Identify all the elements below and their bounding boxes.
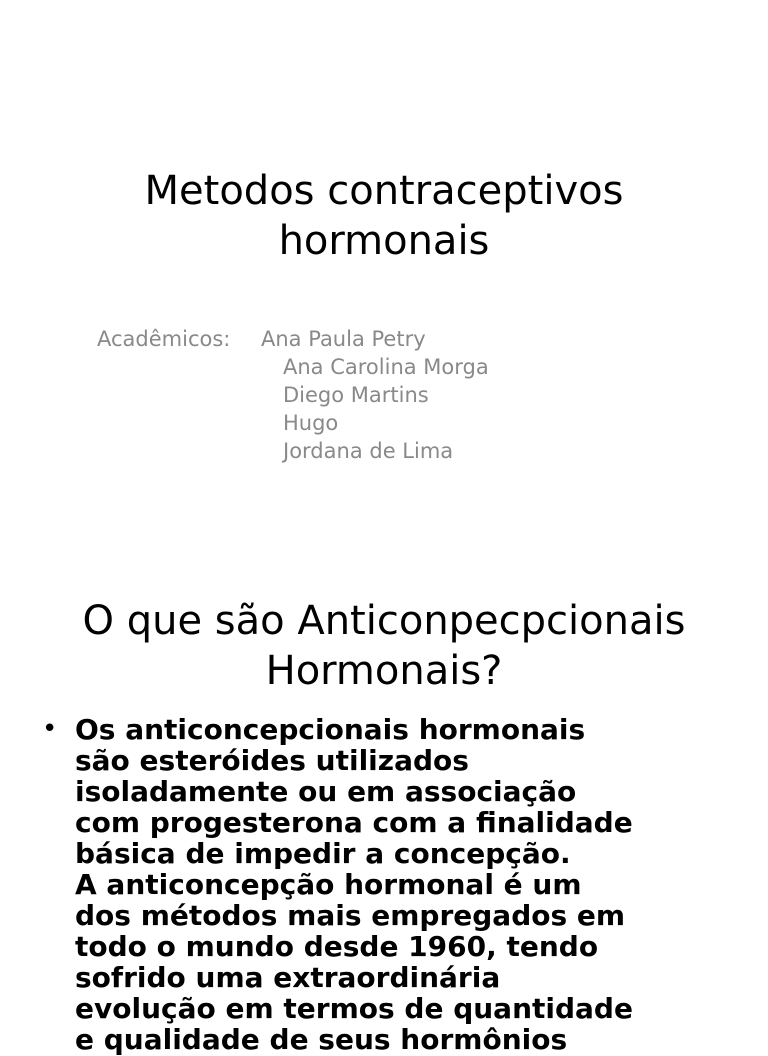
bullet-item: [40, 714, 730, 1055]
title-line: hormonais: [278, 218, 490, 264]
title-line: Metodos contraceptivos: [144, 168, 624, 214]
bullet-text-line: A anticoncepção hormonal é um: [75, 868, 582, 901]
bullet-text-line: são esteróides utilizados: [75, 744, 469, 777]
academics-list: [97, 325, 489, 465]
academic-name: Ana Paula Petry: [261, 327, 426, 351]
academics-row: [97, 325, 489, 353]
academics-row: [97, 409, 489, 437]
bullet-text-line: Os anticoncepcionais hormonais: [75, 713, 586, 746]
academic-name: Jordana de Lima: [283, 439, 454, 463]
bullet-text-line: sofrido uma extraordinária: [75, 961, 501, 994]
bullet-text-line: e qualidade de seus hormônios: [75, 1023, 568, 1056]
bullet-icon: •: [42, 714, 58, 744]
title-line: O que são Anticonpecpcionais: [82, 598, 686, 644]
slide-content: [0, 576, 768, 1056]
academics-row: [97, 381, 489, 409]
academics-row: [97, 353, 489, 381]
title-line: Hormonais?: [265, 648, 503, 694]
academics-row: [97, 437, 489, 465]
bullet-text-line: com progesterona com a finalidade: [75, 806, 633, 839]
academic-name: Ana Carolina Morga: [283, 355, 489, 379]
bullet-list: [40, 714, 730, 1055]
bullet-text-line: básica de impedir a concepção.: [75, 837, 571, 870]
slide-content-heading: [0, 596, 768, 696]
bullet-text-line: evolução em termos de quantidade: [75, 992, 633, 1025]
academics-label: Acadêmicos:: [97, 327, 231, 351]
bullet-text-line: isoladamente ou em associação: [75, 775, 577, 808]
academic-name: Diego Martins: [283, 383, 429, 407]
bullet-text-line: todo o mundo desde 1960, tendo: [75, 930, 599, 963]
bullet-text-line: dos métodos mais empregados em: [75, 899, 626, 932]
slide-title-heading: [0, 166, 768, 266]
academic-name: Hugo: [283, 411, 339, 435]
